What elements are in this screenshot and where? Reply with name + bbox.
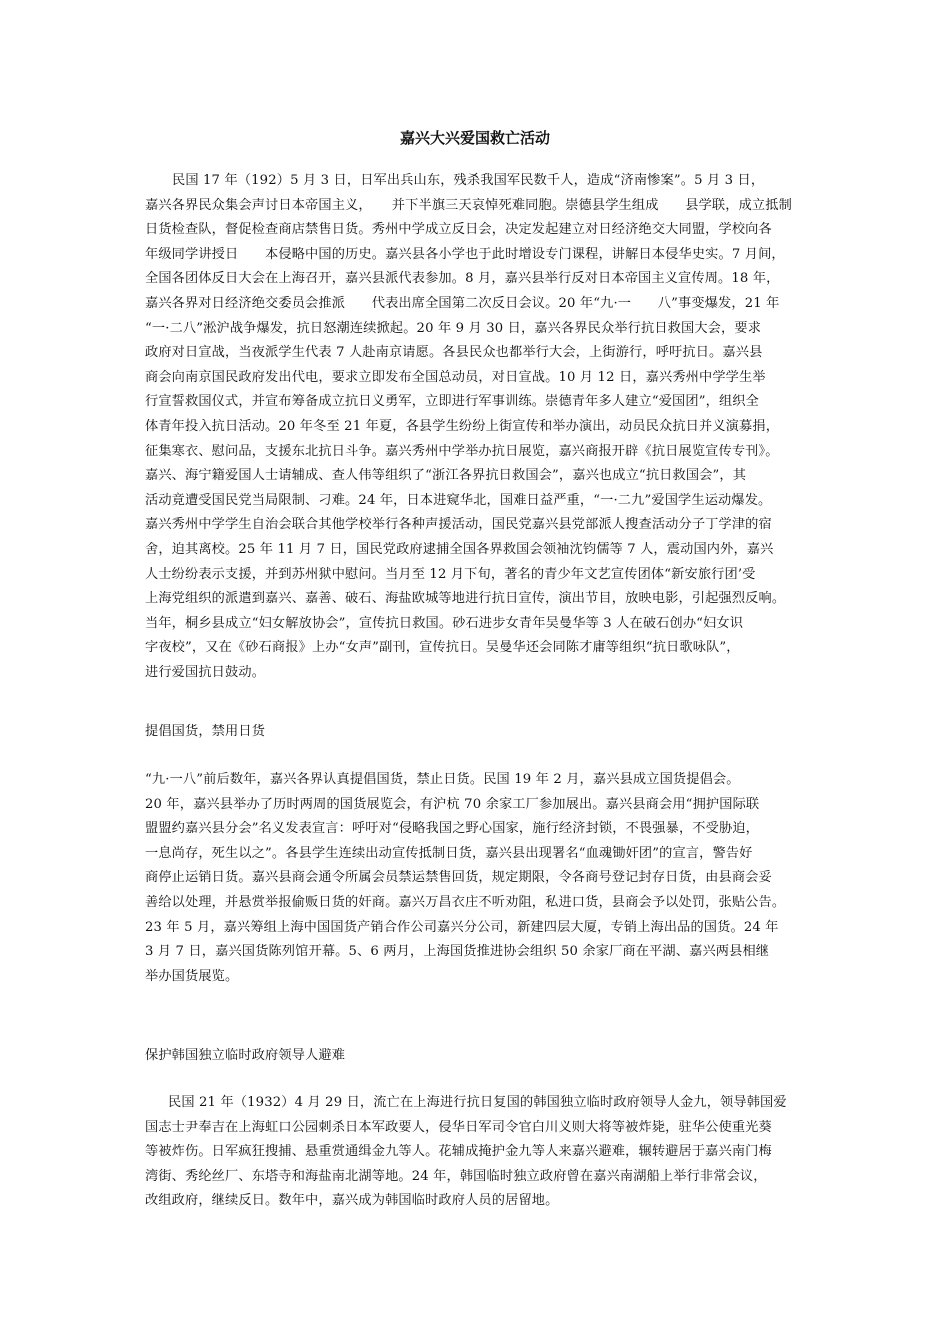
text-line: “九·一八”前后数年，嘉兴各界认真提倡国货，禁止日货。民国 19 年 2 月，嘉兴县成立国货提倡会。 bbox=[145, 772, 740, 787]
text-line: 湾街、秀纶丝厂、东塔寺和海盐南北湖等地。24 年，韩国临时独立政府曾在嘉兴南湖船上举行非常会议， bbox=[145, 1168, 767, 1184]
text-line: 盟盟约嘉兴县分会”名义发表宣言：呼吁对“侵略我国之野心国家，施行经济封锁，不畏强暴，不受胁迫， bbox=[145, 821, 759, 837]
text-line: 等被炸伤。日军疯狂搜捕、悬重赏通缉金九等人。花辅成掩护金九等人来嘉兴避难，辗转避居于嘉兴南门梅 bbox=[145, 1144, 772, 1160]
section-3-heading: 保护韩国独立临时政府领导人避难 bbox=[145, 1048, 346, 1063]
document-title: 嘉兴大兴爱国救亡活动 bbox=[399, 129, 550, 147]
text-line: 字夜校”，又在《砂石商报》上办“女声”副刊，宣传抗日。吴曼华还会同陈才庸等组织“抗日歌咏队”， bbox=[145, 640, 740, 656]
text-line: 体青年投入抗日活动。20 年冬至 21 年夏，各县学生纷纷上街宣传和举办演出，动员民众抗日并义演募捐， bbox=[145, 419, 780, 434]
text-line: 人士纷纷表示支援，并到苏州狱中慰问。当月至 12 月下旬，著名的青少年文艺宣传团体“新安旅行团’受 bbox=[145, 566, 756, 582]
text-line: 23 年 5 月，嘉兴筹组上海中国国货产销合作公司嘉兴分公司，新建四层大厦，专销上海出品的国货。24 年 bbox=[145, 919, 779, 935]
text-line: 年级同学讲授日 本侵略中国的历史。嘉兴县各小学也于此时增设专门课程，讲解日本侵华史实。7 月间， bbox=[145, 246, 785, 262]
text-line: 全国各团体反日大会在上海召开，嘉兴县派代表参加。8 月，嘉兴县举行反对日本帝国主义宣传周。18 年， bbox=[145, 271, 780, 287]
text-line: 嘉兴各界对日经济绝交委员会推派 代表出席全国第二次反日会议。20 年“九·一 八”事变爆发，21 年 bbox=[145, 296, 780, 311]
text-line: 舍，迫其离校。25 年 11 月 7 日，国民党政府逮捕全国各界救国会领袖沈钧儒等 7 人，震动国内外，嘉兴 bbox=[145, 542, 774, 557]
text-line: 上海党组织的派遣到嘉兴、嘉善、破石、海盐欧城等地进行抗日宣传，演出节目，放映电影，引起强烈反响。 bbox=[145, 591, 786, 607]
text-line: 善给以处理，并悬赏举报偷贩日货的奸商。嘉兴万昌衣庄不听劝阻，私进口货，县商会予以处罚，张贴公告。 bbox=[145, 895, 786, 910]
text-line: 一息尚存，死生以之”。各县学生连续出动宣传抵制日货，嘉兴县出现署名“血魂锄奸团”的宣言，警告好 bbox=[145, 845, 753, 861]
text-line: 改组政府，继续反日。数年中，嘉兴成为韩国临时政府人员的居留地。 bbox=[145, 1193, 559, 1209]
text-line: 征集寒衣、慰问品，支援东北抗日斗争。嘉兴秀州中学举办抗日展览，嘉兴商报开辟《抗日展览宣传专刊》。 bbox=[145, 443, 779, 459]
text-line: 民国 21 年（1932）4 月 29 日，流亡在上海进行抗日复国的韩国独立临时政府领导人金九，领导韩国爱 bbox=[168, 1095, 787, 1110]
text-line: 行宣誓救国仪式，并宣布筹备成立抗日义勇军，立即进行军事训练。崇德青年多人建立“爱国团”，组织全 bbox=[145, 394, 759, 410]
text-line: 进行爱国抗日鼓动。 bbox=[145, 665, 266, 680]
text-line: 政府对日宣战，当夜派学生代表 7 人赴南京请愿。各县民众也都举行大会，上街游行，呼吁抗日。嘉兴县 bbox=[145, 345, 763, 361]
text-line: “一·二八”淞沪战争爆发，抗日怒潮连续掀起。20 年 9 月 30 日，嘉兴各界民众举行抗日救国大会，要求 bbox=[145, 320, 762, 336]
text-line: 商会向南京国民政府发出代电，要求立即发布全国总动员，对日宣战。10 月 12 日，嘉兴秀州中学学生举 bbox=[145, 369, 766, 385]
text-line: 国志士尹奉吉在上海虹口公园刺杀日本军政要人，侵华日军司令官白川义则大将等被炸毙，驻华公使重光葵 bbox=[145, 1119, 772, 1135]
text-line: 嘉兴秀州中学学生自治会联合其他学校举行各种声援活动，国民党嘉兴县党部派人搜查活动分子丁学津的宿 bbox=[145, 517, 772, 533]
text-line: 嘉兴、海宁籍爱国人士请辅成、查人伟等组织了“浙江各界抗日救国会”，嘉兴也成立“抗日救国会”，其 bbox=[145, 468, 747, 484]
section-2-heading: 提倡国货，禁用日货 bbox=[145, 724, 266, 739]
text-line: 嘉兴各界民众集会声讨日本帝国主义， 并下半旗三天哀悼死难同胞。崇德县学生组成 县学联，成立抵制 bbox=[145, 197, 792, 213]
text-line: 当年，桐乡县成立“妇女解放协会”，宣传抗日救国。砂石进步女青年吴曼华等 3 人在破石创办“妇女识 bbox=[145, 615, 744, 631]
text-line: 3 月 7 日，嘉兴国货陈列馆开幕。5、6 两月，上海国货推进协会组织 50 余家厂商在平湖、嘉兴两县相继 bbox=[145, 944, 770, 960]
text-line: 举办国货展览。 bbox=[145, 968, 239, 984]
text-line: 民国 17 年（192）5 月 3 日，日军出兵山东，残杀我国军民数千人，造成“济南惨案”。5 月 3 日， bbox=[172, 173, 765, 188]
text-line: 日货检查队，督促检查商店禁售日货。秀州中学成立反日会，决定发起建立对日经济绝交大同盟，学校向各 bbox=[145, 222, 772, 238]
text-line: 商停止运销日货。嘉兴县商会通令所属会员禁运禁售回货，规定期限，令各商号登记封存日货，由县商会妥 bbox=[145, 870, 772, 886]
text-line: 20 年，嘉兴县举办了历时两周的国货展览会，有沪杭 70 余家工厂参加展出。嘉兴县商会用“拥护国际联 bbox=[145, 796, 760, 812]
text-line: 活动竟遭受国民党当局限制、刁难。24 年，日本进窥华北，国难日益严重，“一·二九”爱国学生运动爆发。 bbox=[145, 492, 772, 508]
